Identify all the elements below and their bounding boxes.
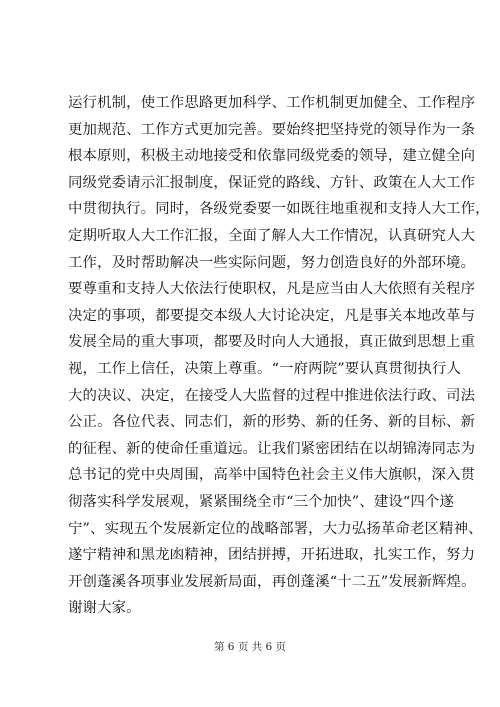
text-line: 同级党委请示汇报制度，保证党的路线、方针、政策在人大工作 — [68, 174, 476, 191]
text-line: 谢谢大家。 — [68, 600, 141, 617]
text-line: 中贯彻执行。同时，各级党委要一如既往地重视和支持人大工作， — [68, 201, 490, 218]
text-line: 遂宁精神和黑龙凼精神，团结拼搏，开拓进取，扎实工作，努力 — [68, 547, 476, 564]
text-line: 更加规范、工作方式更加完善。要始终把坚持党的领导作为一条 — [68, 121, 476, 138]
text-line: 运行机制，使工作思路更加科学、工作机制更加健全、工作程序 — [68, 95, 476, 111]
text-line: 总书记的党中央周围，高举中国特色社会主义伟大旗帜，深入贯 — [68, 467, 476, 484]
text-line: 定期听取人大工作汇报，全面了解人大工作情况，认真研究人大 — [68, 227, 476, 244]
text-line: 公正。各位代表、同志们，新的形势、新的任务、新的目标、新 — [68, 414, 476, 431]
text-line: 决定的事项，都要提交本级人大讨论决定，凡是事关本地改革与 — [68, 307, 476, 324]
text-line: 彻落实科学发展观，紧紧围绕全市“三个加快”、建设“四个遂 — [68, 493, 455, 510]
text-line: 开创蓬溪各项事业发展新局面，再创蓬溪“十二五”发展新辉煌。 — [68, 573, 476, 590]
text-line: 视，工作上信任，决策上尊重。“一府两院”要认真贯彻执行人 — [68, 360, 462, 377]
text-line: 要尊重和支持人大依法行使职权，凡是应当由人大依照有关程序 — [68, 281, 476, 298]
page-footer: 第 6 页 共 6 页 — [213, 641, 287, 653]
text-line: 宁”、实现五个发展新定位的战略部署，大力弘扬革命老区精神、 — [68, 520, 483, 537]
text-line: 工作，及时帮助解决一些实际问题，努力创造良好的外部环境。 — [68, 254, 476, 271]
text-line: 根本原则，积极主动地接受和依靠同级党委的领导，建立健全向 — [68, 148, 476, 165]
body-text — [68, 90, 488, 622]
text-line: 大的决议、决定，在接受人大监督的过程中推进依法行政、司法 — [68, 387, 476, 404]
text-line: 发展全局的重大事项，都要及时向人大通报，真正做到思想上重 — [68, 334, 476, 351]
text-line: 的征程、新的使命任重道远。让我们紧密团结在以胡锦涛同志为 — [68, 440, 476, 457]
